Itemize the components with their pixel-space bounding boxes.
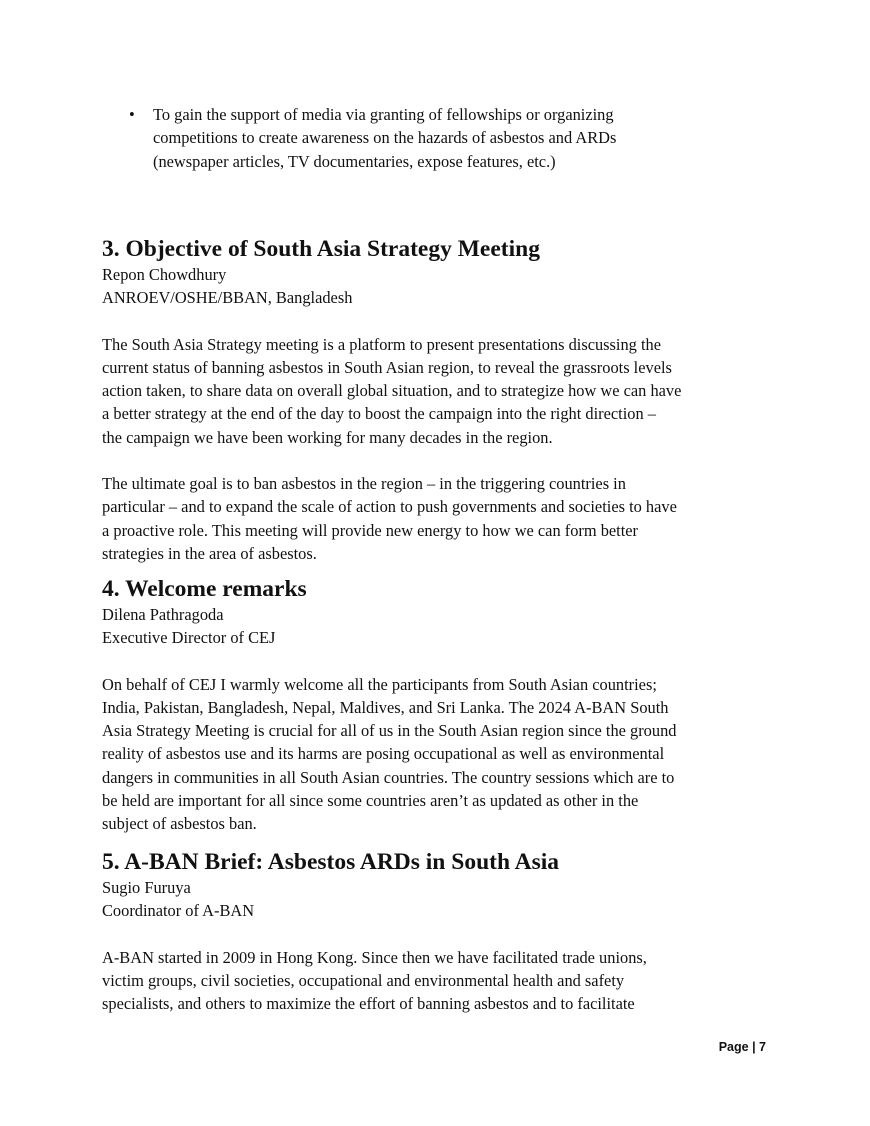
text-line: (newspaper articles, TV documentaries, expose features, etc.) (153, 151, 556, 171)
text-line: particular – and to expand the scale of action to push governments and societies to have (102, 497, 677, 517)
bullet-marker: • (129, 105, 135, 124)
paragraph (102, 946, 782, 1016)
paragraph (102, 333, 782, 449)
text-line: A-BAN started in 2009 in Hong Kong. Since then we have facilitated trade unions, (102, 947, 647, 967)
text-line: subject of asbestos ban. (102, 814, 257, 834)
text-line: To gain the support of media via granting of fellowships or organizing (153, 105, 614, 124)
page-separator: | (752, 1040, 756, 1054)
text-line: India, Pakistan, Bangladesh, Nepal, Maldives, and Sri Lanka. The 2024 A-BAN South (102, 697, 669, 717)
section-author: Dilena Pathragoda (102, 605, 224, 624)
page-footer (719, 1040, 766, 1054)
section-heading: 3. Objective of South Asia Strategy Meeting (102, 236, 540, 262)
text-line: specialists, and others to maximize the effort of banning asbestos and to facilitate (102, 994, 635, 1014)
text-line: victim groups, civil societies, occupational and environmental health and safety (102, 970, 625, 990)
text-line: the campaign we have been working for many decades in the region. (102, 427, 553, 447)
text-line: action taken, to share data on overall global situation, and to strategize how we can have (102, 381, 682, 401)
bullet-item (129, 103, 769, 173)
text-line: The South Asia Strategy meeting is a platform to present presentations discussing the (102, 334, 662, 354)
text-line: Asia Strategy Meeting is crucial for all of us in the South Asian region since the ground (102, 721, 677, 741)
bullet-text (153, 103, 769, 173)
page-number: 7 (759, 1040, 766, 1054)
text-line: reality of asbestos use and its harms are posing occupational as well as environmental (102, 744, 665, 764)
section-objective (102, 235, 782, 565)
section-welcome-remarks (102, 575, 782, 836)
text-line: The ultimate goal is to ban asbestos in the region – in the triggering countries in (102, 474, 626, 494)
text-line: strategies in the area of asbestos. (102, 543, 317, 563)
text-line: current status of banning asbestos in South Asian region, to reveal the grassroots levels (102, 357, 672, 377)
text-line: a proactive role. This meeting will provide new energy to how we can form better (102, 520, 639, 540)
paragraph (102, 673, 782, 836)
text-line: be held are important for all since some countries aren’t as updated as other in the (102, 791, 639, 811)
section-heading: 4. Welcome remarks (102, 576, 307, 602)
section-author: Repon Chowdhury (102, 265, 227, 284)
page-label: Page (718, 1040, 749, 1054)
text-line: dangers in communities in all South Asian countries. The country sessions which are to (102, 767, 675, 787)
section-aban-brief (102, 848, 782, 1015)
section-affiliation: ANROEV/OSHE/BBAN, Bangladesh (102, 288, 353, 308)
section-affiliation: Executive Director of CEJ (102, 628, 276, 648)
section-affiliation: Coordinator of A-BAN (102, 901, 255, 921)
section-heading: 5. A-BAN Brief: Asbestos ARDs in South Asia (102, 849, 560, 875)
text-line: a better strategy at the end of the day to boost the campaign into the right direction – (102, 404, 656, 424)
section-author: Sugio Furuya (102, 878, 191, 897)
paragraph (102, 472, 782, 565)
text-line: competitions to create awareness on the hazards of asbestos and ARDs (153, 128, 617, 148)
text-line: On behalf of CEJ I warmly welcome all the participants from South Asian countries; (102, 674, 657, 694)
